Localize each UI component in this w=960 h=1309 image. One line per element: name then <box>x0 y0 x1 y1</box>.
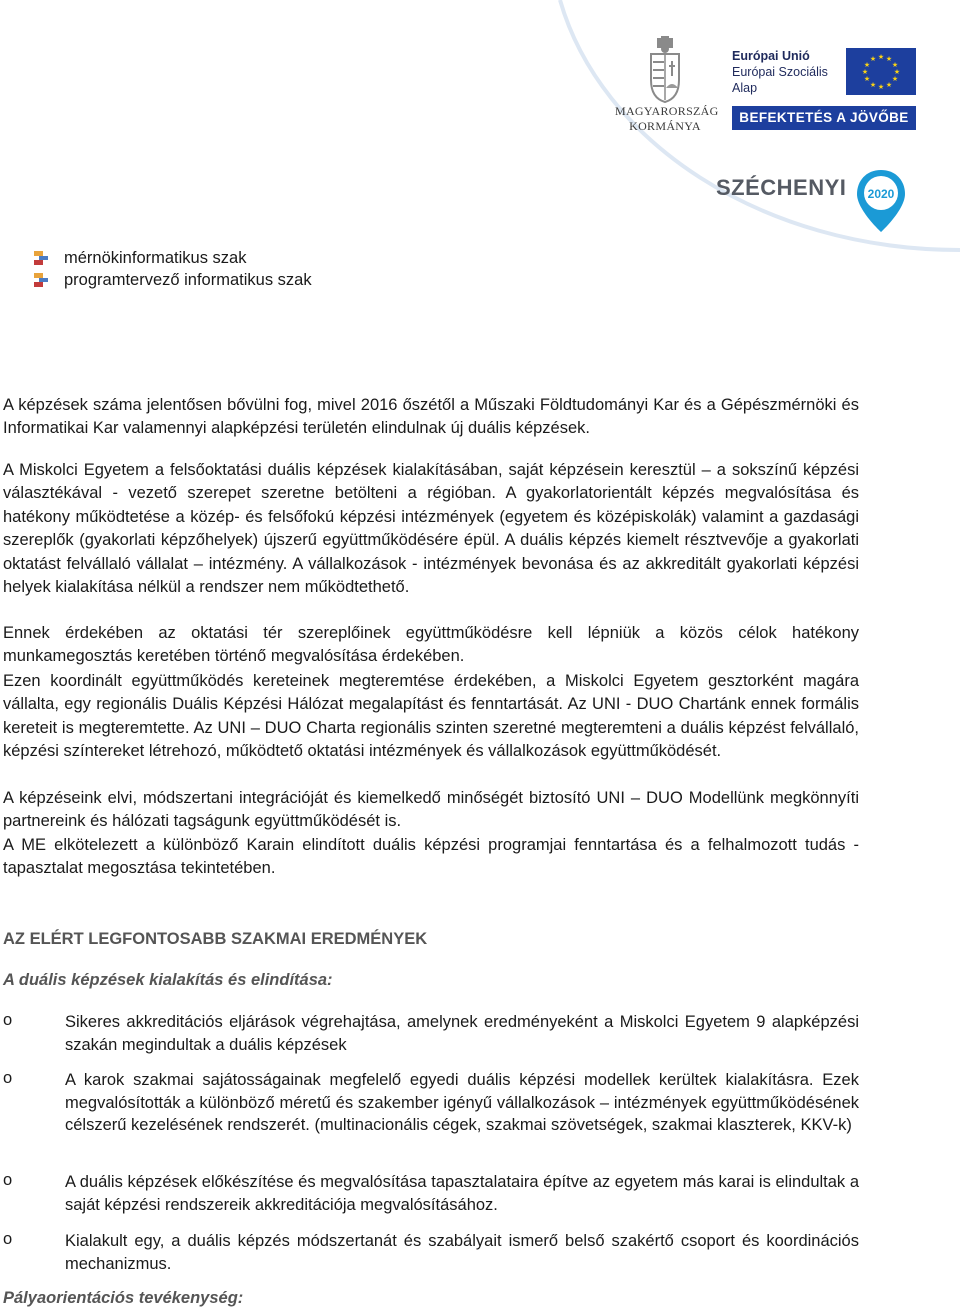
circle-bullet-icon: o <box>3 1011 13 1029</box>
paragraph: A képzések száma jelentősen bővülni fog, mivel 2016 őszétől a Műszaki Földtudományi Kar és a Gépészmérnöki és Informatikai Kar valamennyi alapképzési területén elindulnak új duális képzések. <box>3 396 859 438</box>
bullet-text: programtervező informatikus szak <box>64 270 312 289</box>
subsection-heading: A duális képzések kialakítás és elindítása: <box>3 971 333 989</box>
szechenyi-year: 2020 <box>867 187 895 201</box>
list-item-text: Sikeres akkreditációs eljárások végrehajtása, amelynek eredményeként a Miskolci Egyetem 9 alapképzési szakán megindultak a duális képzések <box>65 1013 859 1054</box>
svg-text:★: ★ <box>863 61 871 69</box>
government-logo-line1: MAGYARORSZÁG <box>615 104 719 118</box>
coat-of-arms-icon <box>615 36 715 104</box>
svg-text:★: ★ <box>891 75 899 83</box>
list-item-text: Kialakult egy, a duális képzés módszertanát és szabályait ismerő belső szakértő csoport és koordinációs mechanizmus. <box>65 1232 859 1273</box>
government-logo-line2: KORMÁNYA <box>629 119 701 133</box>
circle-bullet-icon: o <box>3 1230 13 1248</box>
svg-text:★: ★ <box>885 81 893 89</box>
list-item-text: A karok szakmai sajátosságainak megfelelő egyedi duális képzési modellek kerültek kialakításra. Ezek megvalósították a különböző méretű és szakember igényű vállalkozások – intézmények együttműködésének célszerű kezelésének rendszerét. (multinacionális cégek, szakmai szövetségek, szakmai klaszterek, KKV-k) <box>65 1071 859 1134</box>
eu-flag-icon <box>846 48 916 95</box>
circle-bullet-icon: o <box>3 1069 13 1087</box>
svg-text:★: ★ <box>877 53 885 61</box>
svg-text:★: ★ <box>861 68 869 76</box>
section-heading: AZ ELÉRT LEGFONTOSABB SZAKMAI EREDMÉNYEK <box>3 930 428 948</box>
szechenyi-2020-pin-icon <box>854 168 908 234</box>
government-logo <box>615 36 719 136</box>
paragraph: Ezen koordinált együttműködés kereteinek megteremtése érdekében, a Miskolci Egyetem gesztorként magára vállalta, egy regionális Duális Képzési Hálózat megalapítást és fenntartását. Az UNI - DUO Chartánk ennek formális kereteit is megteremtette. Az UNI – DUO Charta regionális szinten szeretné megteremteni a duális képzést felvállaló, képzési színtereket létrehozó, működtető oktatási intézmények és vállalkozások együttműködését. <box>3 672 859 761</box>
svg-text:★: ★ <box>885 55 893 63</box>
eu-line2: Európai Szociális <box>732 65 828 79</box>
svg-text:★: ★ <box>877 83 885 91</box>
circle-bullet-icon: o <box>3 1171 13 1189</box>
paragraph: A ME elkötelezett a különböző Karain elindított duális képzési programjai fenntartása és a felhalmozott tudás - tapasztalat megosztása tekintetében. <box>3 836 859 878</box>
svg-text:★: ★ <box>869 81 877 89</box>
arrow-bullet-icon <box>34 251 50 265</box>
bullet-text: mérnökinformatikus szak <box>64 248 247 267</box>
list-item <box>34 247 246 269</box>
paragraph: Ennek érdekében az oktatási tér szereplőinek együttműködésre kell lépniük a közös célok hatékony munkamegosztás keretében történő megvalósítása érdekében. <box>3 624 859 666</box>
eu-line3: Alap <box>732 81 758 95</box>
list-item-text: A duális képzések előkészítése és megvalósítása tapasztalataira építve az egyetem más karai is elindultak a saját képzési rendszereik akkreditációja megvalósításához. <box>65 1173 859 1214</box>
svg-text:★: ★ <box>869 55 877 63</box>
svg-text:★: ★ <box>893 68 901 76</box>
list-item <box>34 269 312 291</box>
szechenyi-logo-text: SZÉCHENYI <box>716 175 847 200</box>
svg-text:★: ★ <box>891 61 899 69</box>
svg-text:★: ★ <box>863 75 871 83</box>
eu-fund-label <box>732 48 828 96</box>
paragraph: A Miskolci Egyetem a felsőoktatási duális képzések kialakításában, saját képzésein keresztül – a sokszínű képzési választékával - vezető szerepet szeretne betölteni a régióban. A gyakorlatorientált képzés megvalósítása és hatékony működtetése a közép- és felsőfokú képzési intézmények (egyetem és középiskolák) valamint a gazdasági szereplők (gyakorlati képzőhelyek) újszerű együttműködésére épül. A duális képzés kiemelt résztvevője a gyakorlati oktatást felvállaló vállalat – intézmény. A vállalkozások - intézmények bevonása és az akkreditált gyakorlati képzési helyek kialakítása nélkül a rendszer nem működtethető. <box>3 461 859 597</box>
future-investment-banner: BEFEKTETÉS A JÖVŐBE <box>732 106 916 130</box>
paragraph: A képzéseink elvi, módszertani integrációját és kiemelkedő minőségét biztosító UNI – DUO Modellünk megkönnyíti partnereink és hálózati tagságunk együttműködését is. <box>3 789 859 831</box>
subsection-heading: Pályaorientációs tevékenység: <box>3 1289 244 1307</box>
arrow-bullet-icon <box>34 273 50 287</box>
header-arc-decoration <box>0 0 960 260</box>
eu-line1: Európai Unió <box>732 49 810 63</box>
